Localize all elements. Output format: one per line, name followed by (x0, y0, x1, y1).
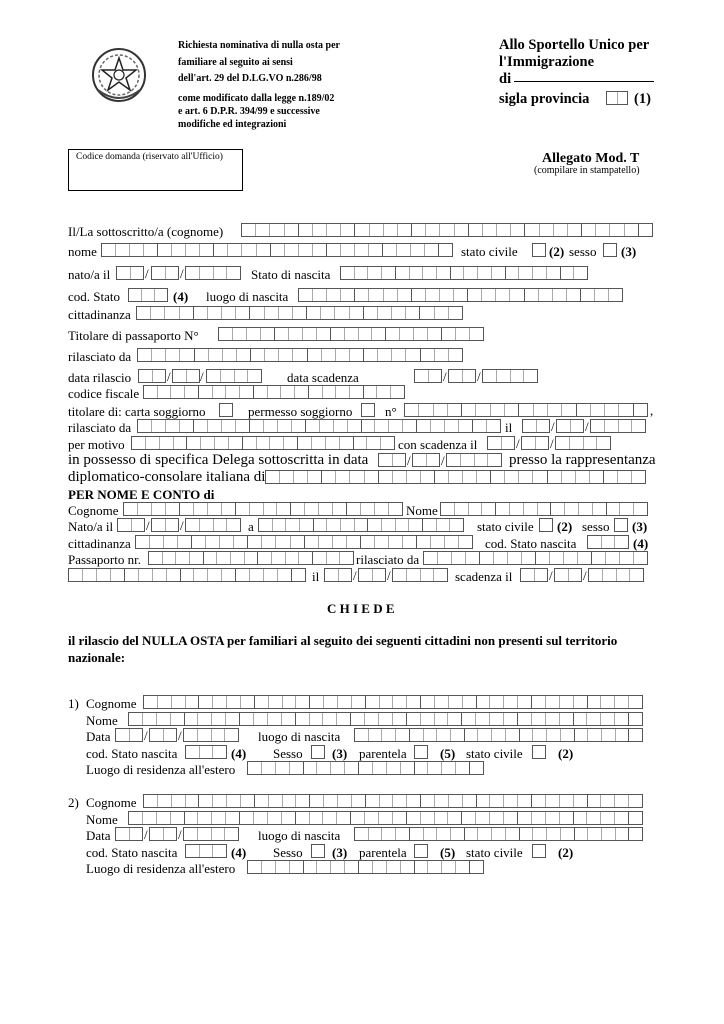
cognome-field[interactable] (241, 223, 653, 237)
family-2-cognome-label: Cognome (86, 795, 137, 810)
titolare-label: titolare di: carta soggiorno (68, 404, 206, 419)
rilasciato-da-2-field[interactable] (137, 419, 501, 433)
pc-nato-giorno-field[interactable] (117, 518, 145, 532)
date-slash: / (200, 369, 204, 384)
note-4: (4) (173, 289, 189, 304)
cittadinanza-field[interactable] (136, 306, 463, 320)
request-line-1: Richiesta nominativa di nulla osta per (178, 40, 340, 51)
pc-nato-mese-field[interactable] (151, 518, 179, 532)
pc-scadenza-label: scadenza il (455, 569, 513, 584)
sigla-provincia-field[interactable] (606, 91, 628, 105)
family-1-residenza-label: Luogo di residenza all'estero (86, 762, 236, 777)
office-line-3: di (499, 71, 512, 87)
pc-nome-field[interactable] (440, 502, 648, 516)
codice-fiscale-label: codice fiscale (68, 386, 140, 401)
nato-il-label: nato/a il (68, 267, 111, 282)
date-slash: / (145, 266, 149, 281)
request-line-6: modifiche ed integrazioni (178, 119, 287, 130)
pc-il-mese-field[interactable] (358, 568, 386, 582)
pc-scad-giorno-field[interactable] (520, 568, 548, 582)
delega-text-3: diplomatico-consolare italiana di (68, 469, 266, 485)
family-1-nome-label: Nome (86, 713, 118, 728)
sigla-provincia-label: sigla provincia (499, 91, 590, 107)
family-2-residenza-label: Luogo di residenza all'estero (86, 861, 236, 876)
pc-cod-stato-field[interactable] (587, 535, 629, 549)
family-1-note-4: (4) (231, 746, 247, 761)
pc-note-2: (2) (557, 519, 573, 534)
date-slash: / (477, 369, 481, 384)
sesso-field[interactable] (603, 243, 617, 257)
permesso-label: permesso soggiorno (248, 404, 353, 419)
family-2-stato-civile-field[interactable] (532, 844, 546, 858)
date-slash: / (353, 568, 357, 583)
pc-il-giorno-field[interactable] (324, 568, 352, 582)
date-slash: / (551, 419, 555, 434)
family-2-nome-label: Nome (86, 812, 118, 827)
family-2-residenza-field[interactable] (247, 860, 484, 874)
family-1-giorno-field[interactable] (115, 728, 143, 742)
nato-giorno-field[interactable] (116, 266, 144, 280)
date-slash: / (583, 568, 587, 583)
family-1-anno-field[interactable] (183, 728, 239, 742)
family-1-cod-stato-field[interactable] (185, 745, 227, 759)
date-slash: / (178, 728, 182, 743)
family-1-cod-stato-label: cod. Stato nascita (86, 746, 178, 761)
scadenza-mese-field[interactable] (448, 369, 476, 383)
con-scadenza-giorno-field[interactable] (487, 436, 515, 450)
passaporto-label: Titolare di passaporto N° (68, 328, 199, 343)
note-2: (2) (549, 244, 565, 259)
pc-stato-civile-field[interactable] (539, 518, 553, 532)
carta-soggiorno-checkbox[interactable] (219, 403, 233, 417)
cod-stato-label: cod. Stato (68, 289, 120, 304)
rilasciato-da-label: rilasciato da (68, 349, 132, 364)
request-line-4: come modificato dalla legge n.189/02 (178, 93, 335, 104)
chiede-heading: C H I E D E (327, 601, 395, 616)
stato-nascita-field[interactable] (340, 266, 588, 280)
family-1-sesso-label: Sesso (273, 746, 303, 761)
office-line-2: l'Immigrazione (499, 54, 595, 70)
pc-cognome-field[interactable] (123, 502, 403, 516)
pc-cognome-label: Cognome (68, 503, 119, 518)
pc-scad-anno-field[interactable] (588, 568, 644, 582)
stato-nascita-label: Stato di nascita (251, 267, 331, 282)
family-2-note-4: (4) (231, 845, 247, 860)
date-slash: / (178, 827, 182, 842)
delega-anno-field[interactable] (446, 453, 502, 467)
date-slash: / (180, 518, 184, 533)
date-slash: / (144, 827, 148, 842)
delega-mese-field[interactable] (412, 453, 440, 467)
con-scadenza-anno-field[interactable] (555, 436, 611, 450)
pc-passaporto-label: Passaporto nr. (68, 552, 141, 567)
pc-passaporto-field[interactable] (148, 551, 354, 565)
family-1-num: 1) (68, 696, 79, 711)
pc-cittadinanza-label: cittadinanza (68, 536, 131, 551)
family-1-nome-field[interactable] (128, 712, 643, 726)
stato-civile-field[interactable] (532, 243, 546, 257)
rilasciato-da-2-label: rilasciato da (68, 420, 132, 435)
pc-sesso-field[interactable] (614, 518, 628, 532)
stato-civile-label: stato civile (461, 244, 518, 259)
pc-a-label: a (248, 519, 254, 534)
luogo-nascita-field[interactable] (298, 288, 623, 302)
con-scadenza-mese-field[interactable] (521, 436, 549, 450)
sesso-label: sesso (569, 244, 597, 259)
pc-nato-il-label: Nato/a il (68, 519, 114, 534)
family-2-sesso-label: Sesso (273, 845, 303, 860)
pc-nome-label: Nome (406, 503, 438, 518)
family-1-note-3: (3) (332, 746, 348, 761)
request-text-2: nazionale: (68, 650, 126, 665)
permesso-checkbox[interactable] (361, 403, 375, 417)
rilascio-anno-field[interactable] (206, 369, 262, 383)
codice-domanda-label: Codice domanda (riservato all'Ufficio) (76, 152, 223, 162)
date-slash: / (167, 369, 171, 384)
luogo-nascita-label: luogo di nascita (206, 289, 289, 304)
pc-il-anno-field[interactable] (392, 568, 448, 582)
sigla-note: (1) (634, 91, 651, 107)
per-motivo-field[interactable] (131, 436, 395, 450)
date-slash: / (441, 453, 445, 468)
il-giorno-field[interactable] (522, 419, 550, 433)
request-text-1: il rilascio del NULLA OSTA per familiari al seguito dei seguenti cittadini non presenti sul territorio (68, 633, 618, 648)
per-conto-title: PER NOME E CONTO di (68, 487, 215, 502)
codice-fiscale-field[interactable] (143, 385, 405, 399)
pc-rilasciato-field[interactable] (423, 551, 648, 565)
rilascio-mese-field[interactable] (172, 369, 200, 383)
passaporto-field[interactable] (218, 327, 484, 341)
date-slash: / (407, 453, 411, 468)
family-2-parentela-label: parentela (359, 845, 407, 860)
family-2-stato-civile-label: stato civile (466, 845, 523, 860)
family-2-cognome-field[interactable] (143, 794, 643, 808)
nato-mese-field[interactable] (151, 266, 179, 280)
note-3: (3) (621, 244, 637, 259)
family-1-stato-civile-field[interactable] (532, 745, 546, 759)
family-2-giorno-field[interactable] (115, 827, 143, 841)
family-1-stato-civile-label: stato civile (466, 746, 523, 761)
pc-nato-anno-field[interactable] (185, 518, 241, 532)
family-2-sesso-field[interactable] (311, 844, 325, 858)
request-line-3: dell'art. 29 del D.LG.VO n.286/98 (178, 73, 322, 84)
family-2-mese-field[interactable] (149, 827, 177, 841)
delega-text-2: presso la rappresentanza (509, 452, 656, 468)
pc-stato-civile-label: stato civile (477, 519, 534, 534)
allegato-title: Allegato Mod. T (542, 151, 640, 166)
cod-stato-field[interactable] (128, 288, 168, 302)
office-city-field[interactable] (514, 81, 654, 82)
il-mese-field[interactable] (556, 419, 584, 433)
pc-cod-stato-label: cod. Stato nascita (485, 536, 577, 551)
data-rilascio-label: data rilascio (68, 370, 132, 385)
family-2-nome-field[interactable] (128, 811, 643, 825)
emblem-icon (86, 44, 152, 106)
con-scadenza-label: con scadenza il (398, 437, 478, 452)
permesso-numero-field[interactable] (404, 403, 648, 417)
date-slash: / (549, 568, 553, 583)
pc-rilasciato-cont-field[interactable] (68, 568, 306, 582)
comma: , (650, 403, 654, 418)
pc-sesso-label: sesso (582, 519, 610, 534)
scadenza-giorno-field[interactable] (414, 369, 442, 383)
il-label: il (505, 420, 513, 435)
consolato-field[interactable] (265, 470, 646, 484)
data-scadenza-label: data scadenza (287, 370, 359, 385)
family-1-parentela-field[interactable] (414, 745, 428, 759)
family-1-luogo-field[interactable] (354, 728, 643, 742)
family-2-data-label: Data (86, 828, 111, 843)
family-1-parentela-label: parentela (359, 746, 407, 761)
family-1-cognome-field[interactable] (143, 695, 643, 709)
family-2-luogo-label: luogo di nascita (258, 828, 341, 843)
nato-anno-field[interactable] (185, 266, 241, 280)
pc-note-3: (3) (632, 519, 648, 534)
office-line-1: Allo Sportello Unico per (499, 37, 650, 53)
family-1-data-label: Data (86, 729, 111, 744)
delega-giorno-field[interactable] (378, 453, 406, 467)
il-anno-field[interactable] (590, 419, 646, 433)
date-slash: / (516, 436, 520, 451)
numero-label: n° (385, 404, 397, 419)
date-slash: / (144, 728, 148, 743)
rilascio-giorno-field[interactable] (138, 369, 166, 383)
family-2-note-2: (2) (558, 845, 574, 860)
family-1-residenza-field[interactable] (247, 761, 484, 775)
pc-scad-mese-field[interactable] (554, 568, 582, 582)
family-1-note-5: (5) (440, 746, 456, 761)
request-line-2: familiare al seguito ai sensi (178, 57, 293, 68)
family-1-mese-field[interactable] (149, 728, 177, 742)
family-2-cod-stato-label: cod. Stato nascita (86, 845, 178, 860)
date-slash: / (387, 568, 391, 583)
family-2-note-5: (5) (440, 845, 456, 860)
pc-il-label: il (312, 569, 320, 584)
date-slash: / (146, 518, 150, 533)
family-2-num: 2) (68, 795, 79, 810)
nome-field[interactable] (101, 243, 453, 257)
pc-cittadinanza-field[interactable] (135, 535, 473, 549)
cittadinanza-label: cittadinanza (68, 307, 131, 322)
rilasciato-da-field[interactable] (137, 348, 463, 362)
family-1-note-2: (2) (558, 746, 574, 761)
family-1-sesso-field[interactable] (311, 745, 325, 759)
date-slash: / (180, 266, 184, 281)
date-slash: / (585, 419, 589, 434)
family-2-note-3: (3) (332, 845, 348, 860)
pc-note-4: (4) (633, 536, 649, 551)
request-line-5: e art. 6 D.P.R. 394/99 e successive (178, 106, 320, 117)
scadenza-anno-field[interactable] (482, 369, 538, 383)
family-1-luogo-label: luogo di nascita (258, 729, 341, 744)
pc-luogo-field[interactable] (258, 518, 464, 532)
per-motivo-label: per motivo (68, 437, 125, 452)
family-2-luogo-field[interactable] (354, 827, 643, 841)
pc-rilasciato-label: rilasciato da (356, 552, 420, 567)
date-slash: / (550, 436, 554, 451)
family-2-parentela-field[interactable] (414, 844, 428, 858)
cognome-label: Il/La sottoscritto/a (cognome) (68, 224, 224, 239)
delega-text-1: in possesso di specifica Delega sottoscritta in data (68, 452, 369, 468)
family-2-anno-field[interactable] (183, 827, 239, 841)
date-slash: / (443, 369, 447, 384)
compilare-note: (compilare in stampatello) (534, 165, 640, 176)
family-1-cognome-label: Cognome (86, 696, 137, 711)
family-2-cod-stato-field[interactable] (185, 844, 227, 858)
nome-label: nome (68, 244, 97, 259)
